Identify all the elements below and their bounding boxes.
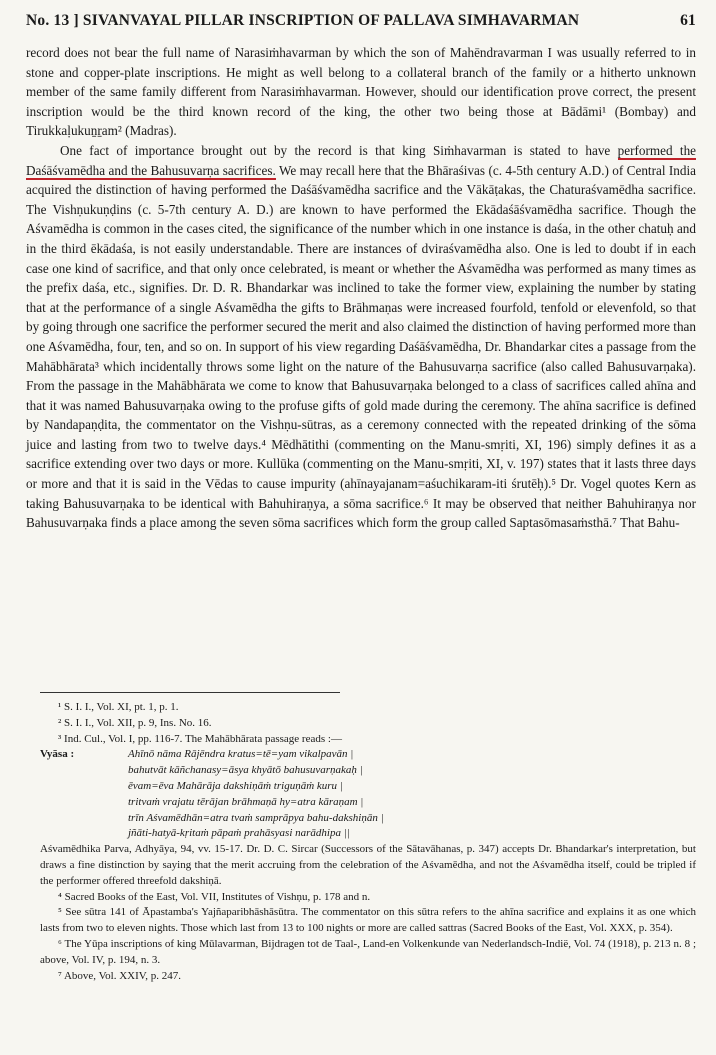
verse-line: trīn Aśvamēdhān=atra tvaṁ samprāpya bahu-dakshiṇān | xyxy=(128,811,384,824)
header-title: No. 13 ] SIVANVAYAL PILLAR INSCRIPTION OF PALLAVA SIMHAVARMAN xyxy=(26,12,580,29)
red-underlined-phrase: performed the Daśāśvamēdha and the Bahusuvarṇa sacrifices. xyxy=(26,142,697,178)
verse-line: bahutvāt kāñchanasy=āsya khyātō bahusuvarṇakaḥ | xyxy=(128,764,363,777)
verse-line: jñāti-hatyā-kṛitaṁ pāpaṁ prahāsyasi narādhipa || xyxy=(128,827,350,840)
verse-line: ēvam=ēva Mahārāja dakshiṇāṁ triguṇāṁ kuru | xyxy=(128,779,343,792)
footnote-3-continued: Aśvamēdhika Parva, Adhyāya, 94, vv. 15-17. Dr. D. C. Sircar (Successors of the Sātavāhanas, p. 347) accepts Dr. Bhandarkar's interpretation, but draws a fine distinction by saying that the merit accruing from the celebration of the Aśvamēdha, and not the Aśvamēdha itself, could be tripled if the performer offered threefold dakshiṇā. xyxy=(40,843,696,887)
page-number: 61 xyxy=(680,12,696,29)
footnote-4: ⁴ Sacred Books of the East, Vol. VII, Institutes of Vishṇu, p. 178 and n. xyxy=(58,890,371,903)
paragraph-2 xyxy=(26,141,696,533)
footnote-7: ⁷ Above, Vol. XXIV, p. 247. xyxy=(58,969,182,982)
footnote-3: ³ Ind. Cul., Vol. I, pp. 116-7. The Mahābhārata passage reads :— xyxy=(58,732,342,745)
footnote-6: ⁶ The Yūpa inscriptions of king Mūlavarman, Bijdragen tot de Taal-, Land-en Volkenkunde van Nederlandsch-Indië, Vol. 74 (1918), p. 213 n. 8 ; above, Vol. IV, p. 194, n. 3. xyxy=(40,937,696,966)
footnote-rule xyxy=(40,692,340,693)
vyasa-quote xyxy=(40,747,696,842)
paragraph-2-start: One fact of importance brought out by the record is that king Siṁhavarman is stated to have xyxy=(60,142,618,158)
verse-block xyxy=(128,747,696,842)
main-text xyxy=(26,43,696,533)
footnotes xyxy=(40,700,696,984)
footnote-2: ² S. I. I., Vol. XII, p. 9, Ins. No. 16. xyxy=(58,716,212,729)
verse-line: tritvaṁ vrajatu tērājan brāhmaṇā hy=atra kāraṇam | xyxy=(128,795,364,808)
footnote-1: ¹ S. I. I., Vol. XI, pt. 1, p. 1. xyxy=(58,701,179,713)
paragraph-1: record does not bear the full name of Narasiṁhavarman by which the son of Mahēndravarman I was usually referred to in stone and copper-plate inscriptions. He might as well belong to a collateral branch of the family or a hitherto unknown member of the same family different from Narasiṁhavarman. However, should our identification prove correct, the present inscription would be the third known record of the king, the other two being those at Bādāmi¹ (Bombay) and Tirukkaḷukuṉṟam² (Madras). xyxy=(26,45,696,139)
footnote-5: ⁵ See sūtra 141 of Āpastamba's Yajñaparibhāshāsūtra. The commentator on this sūtra refers to the ahīna sacrifice and explains it as one which lasts from two to eleven nights. Those which last from 13 to 100 nights or more are called sattras (Sacred Books of the East, Vol. XXX, p. 354). xyxy=(40,906,696,935)
vyasa-label: Vyāsa : xyxy=(40,748,75,761)
running-header xyxy=(26,12,696,32)
paragraph-2-rest: We may recall here that the Bhāraśivas (c. 4-5th century A.D.) of Central India acquired the distinction of having performed the Daśāśvamēdha sacrifice and the Vākāṭakas, the Chaturaśvamēdha sacrifice. The Vishṇukuṇḍins (c. 5-7th century A. D.) are known to have performed the Ekādaśāśvamēdha sacrifice. Though the Aśvamēdha is common in the cases cited, the significance of the number which in one instance is daśa, in the other chatuḥ and in the third ēkādaśa, is not easily understandable. There are instances of dviraśvamēdha also. One is led to doubt if in each case one kind of sacrifice, and that only once celebrated, is meant or whether the Aśvamēdha was performed as many times as the prefix daśa, etc., signifies. Dr. D. R. Bhandarkar was inclined to take the former view, explaining the number by stating that at the performance of a single Aśvamēdha the gifts to Brāhmaṇas were increased fourfold, tenfold or elevenfold, so that by going through one sacrifice the performer secured the merit and also claimed the distinction of having performed more than one Aśvamēdha, four, ten, and so on. In support of his view regarding Daśāśvamēdha, Dr. Bhandarkar cites a passage from the Mahābhārata³ which incidentally throws some light on the nature of the Bahusuvarṇa sacrifice (also called Bahusuvarṇaka). From the passage in the Mahābhārata we come to know that Bahusuvarṇaka belonged to a class of sacrifices called ahīna and that it was named Bahusuvarṇaka owing to the profuse gifts of gold made during the ceremony. The ahīna sacrifice is defined by Nandapaṇḍita, the commentator on the Vishṇu-sūtras, as a ceremony connected with the repeated drinking of the sōma juice and lasting from two to twelve days.⁴ Mēdhātithi (commenting on the Manu-smṛiti, XI, 196) simply defines it as a sacrifice extending over two days or more. Kullūka (commenting on the Manu-smṛiti, XI, v. 197) states that it lasts three days or more and that it is said in the Vēdas to cause impurity (ahīnayajanam=aśuchikaram-iti śrutēḥ).⁵ Dr. Vogel quotes Kern as taking Bahusuvarṇaka to be identical with Bahuhiraṇya, a sōma sacrifice.⁶ It may be observed that neither Bahuhiraṇya nor Bahusuvarṇaka finds a place among the seven sōma sacrifices which form the group called Saptasōmasaṁsthā.⁷ That Bahu- xyxy=(26,162,696,531)
verse-line: Ahīnō nāma Rājēndra kratus=tē=yam vikalpavān | xyxy=(128,748,354,761)
